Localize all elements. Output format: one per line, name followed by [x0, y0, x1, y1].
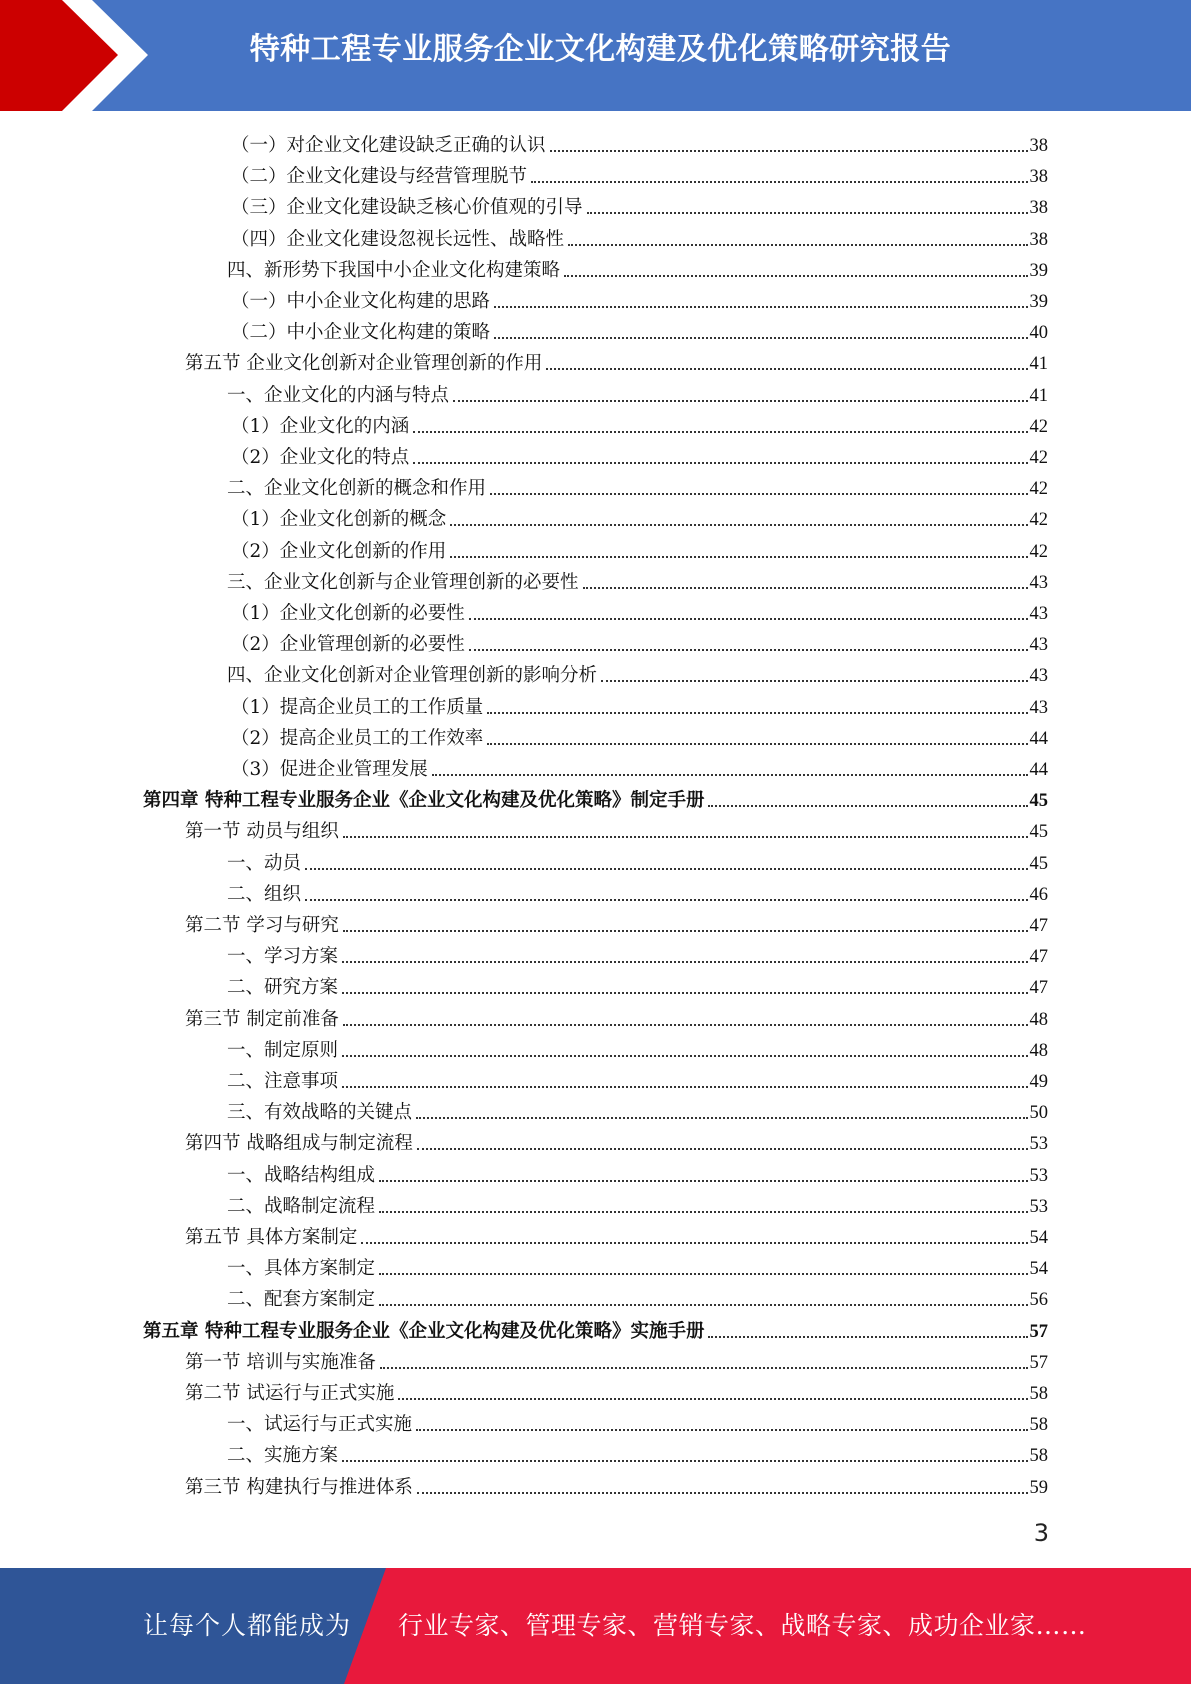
toc-entry-page: 53: [1029, 1196, 1048, 1217]
toc-entry-page: 41: [1029, 354, 1048, 375]
toc-entry-title: 第五章 特种工程专业服务企业《企业文化构建及优化策略》实施手册: [143, 1320, 705, 1342]
toc-entry-page: 43: [1029, 635, 1048, 656]
toc-entry-page: 45: [1029, 853, 1048, 874]
toc-entry-page: 44: [1029, 760, 1048, 780]
toc-entry-page: 38: [1029, 198, 1048, 219]
toc-entry[interactable]: [227, 1188, 1048, 1218]
toc-dot-leader: [487, 711, 1027, 714]
toc-dot-leader: [413, 461, 1027, 464]
toc-entry-page: 42: [1029, 541, 1048, 562]
toc-entry-page: 56: [1029, 1290, 1048, 1311]
toc-entry[interactable]: [185, 1469, 1048, 1499]
toc-entry-page: 40: [1029, 323, 1048, 344]
toc-entry-page: 43: [1029, 697, 1048, 718]
toc-entry[interactable]: [231, 283, 1048, 313]
toc-dot-leader: [305, 867, 1027, 870]
toc-entry-title: （二）中小企业文化构建的策略: [231, 322, 491, 344]
toc-entry[interactable]: [231, 221, 1048, 251]
toc-entry-page: 49: [1029, 1072, 1048, 1092]
toc-entry-page: 57: [1029, 1321, 1048, 1342]
toc-dot-leader: [450, 555, 1027, 558]
toc-entry[interactable]: [143, 782, 1048, 812]
toc-dot-leader: [343, 929, 1028, 932]
toc-dot-leader: [546, 367, 1027, 370]
toc-dot-leader: [550, 149, 1028, 152]
toc-entry-title: 第四章 特种工程专业服务企业《企业文化构建及优化策略》制定手册: [143, 790, 705, 812]
toc-entry[interactable]: [185, 1375, 1048, 1405]
toc-dot-leader: [487, 742, 1027, 745]
toc-entry[interactable]: [227, 252, 1048, 282]
toc-entry-page: 44: [1029, 728, 1048, 749]
toc-dot-leader: [361, 1241, 1027, 1244]
toc-entry-title: 第五节 具体方案制定: [185, 1227, 358, 1248]
toc-entry-page: 57: [1029, 1352, 1048, 1373]
toc-entry-page: 43: [1029, 572, 1048, 593]
toc-entry-title: 一、战略结构组成: [227, 1164, 376, 1186]
toc-entry-title: 第二节 学习与研究: [185, 915, 339, 936]
toc-entry-title: （一）对企业文化建设缺乏正确的认识: [231, 135, 546, 156]
toc-dot-leader: [305, 898, 1027, 901]
toc-entry-page: 39: [1029, 292, 1048, 312]
toc-entry-page: 58: [1029, 1446, 1048, 1467]
toc-entry-page: 45: [1029, 822, 1048, 843]
page-number: 3: [1033, 1519, 1049, 1547]
toc-entry[interactable]: [231, 439, 1048, 469]
toc-dot-leader: [469, 648, 1028, 651]
toc-entry[interactable]: [227, 1094, 1048, 1124]
toc-entry[interactable]: [227, 845, 1048, 875]
toc-entry-title: （1）企业文化的内涵: [231, 415, 410, 437]
toc-dot-leader: [494, 336, 1027, 339]
page-footer: [0, 1568, 1191, 1684]
toc-entry[interactable]: [185, 907, 1048, 937]
toc-entry[interactable]: [231, 751, 1048, 781]
toc-dot-leader: [469, 617, 1028, 620]
toc-entry[interactable]: [231, 314, 1048, 344]
toc-entry[interactable]: [231, 127, 1048, 157]
toc-dot-leader: [342, 1054, 1027, 1057]
toc-entry[interactable]: [231, 720, 1048, 750]
toc-entry-page: 58: [1029, 1384, 1048, 1404]
toc-entry-page: 42: [1029, 479, 1048, 500]
toc-dot-leader: [568, 243, 1027, 246]
toc-entry[interactable]: [227, 1250, 1048, 1280]
toc-dot-leader: [342, 1085, 1027, 1088]
toc-dot-leader: [708, 1335, 1027, 1338]
toc-entry[interactable]: [227, 377, 1048, 407]
toc-entry[interactable]: [227, 969, 1048, 999]
toc-entry-title: （1）企业文化创新的必要性: [231, 603, 465, 624]
toc-dot-leader: [417, 1491, 1028, 1494]
toc-entry[interactable]: [227, 1157, 1048, 1187]
toc-entry-title: （2）企业文化创新的作用: [231, 540, 447, 562]
toc-entry-page: 47: [1029, 916, 1048, 936]
toc-entry-title: 四、新形势下我国中小企业文化构建策略: [227, 259, 561, 281]
toc-entry-title: 三、企业文化创新与企业管理创新的必要性: [227, 571, 579, 593]
toc-entry[interactable]: [185, 813, 1048, 843]
toc-entry-title: 第一节 动员与组织: [185, 821, 339, 843]
toc-dot-leader: [342, 991, 1027, 994]
footer-slogan-left: 让每个人都能成为: [143, 1611, 352, 1640]
toc-entry-title: 二、注意事项: [227, 1071, 339, 1092]
toc-dot-leader: [432, 773, 1028, 776]
toc-entry[interactable]: [227, 564, 1048, 594]
toc-entry-page: 47: [1029, 978, 1048, 999]
toc-entry-title: （二）企业文化建设与经营管理脱节: [231, 166, 528, 188]
toc-dot-leader: [380, 1366, 1028, 1369]
toc-entry[interactable]: [227, 1406, 1048, 1436]
toc-entry[interactable]: [231, 626, 1048, 656]
toc-entry-page: 48: [1029, 1040, 1048, 1061]
toc-entry[interactable]: [227, 1063, 1048, 1093]
toc-dot-leader: [379, 1303, 1027, 1306]
toc-entry-title: 二、企业文化创新的概念和作用: [227, 478, 487, 500]
toc-dot-leader: [379, 1179, 1027, 1182]
toc-dot-leader: [490, 492, 1027, 495]
toc-entry-title: 第四节 战略组成与制定流程: [185, 1133, 413, 1155]
toc-entry[interactable]: [227, 657, 1048, 687]
toc-entry-title: （1）企业文化创新的概念: [231, 509, 447, 531]
toc-entry-page: 53: [1029, 1165, 1048, 1186]
toc-dot-leader: [450, 523, 1027, 526]
toc-entry-title: 一、动员: [227, 852, 302, 874]
toc-entry-title: （三）企业文化建设缺乏核心价值观的引导: [231, 197, 583, 219]
toc-dot-leader: [342, 1459, 1027, 1462]
toc-entry[interactable]: [227, 938, 1048, 968]
toc-entry-title: 第一节 培训与实施准备: [185, 1351, 376, 1373]
toc-entry-title: 二、配套方案制定: [227, 1289, 376, 1311]
toc-entry-title: 二、战略制定流程: [227, 1195, 376, 1217]
toc-entry-title: 二、研究方案: [227, 977, 339, 999]
toc-entry[interactable]: [231, 689, 1048, 719]
toc-entry-title: 第三节 制定前准备: [185, 1008, 339, 1030]
toc-dot-leader: [453, 399, 1027, 402]
toc-entry-title: （四）企业文化建设忽视长远性、战略性: [231, 228, 565, 250]
toc-entry-page: 38: [1029, 167, 1048, 188]
toc-dot-leader: [494, 305, 1027, 308]
toc-entry[interactable]: [231, 158, 1048, 188]
toc-entry-title: 一、学习方案: [227, 946, 339, 968]
toc-entry-title: 一、制定原则: [227, 1039, 339, 1061]
toc-dot-leader: [601, 679, 1027, 682]
toc-entry-title: （2）企业管理创新的必要性: [231, 634, 465, 656]
toc-entry-page: 43: [1029, 666, 1048, 687]
toc-entry-title: 一、企业文化的内涵与特点: [227, 384, 450, 406]
toc-entry-page: 43: [1029, 604, 1048, 624]
toc-entry[interactable]: [227, 1437, 1048, 1467]
toc-entry-page: 50: [1029, 1103, 1048, 1124]
toc-entry-page: 48: [1029, 1009, 1048, 1030]
toc-entry-title: （2）企业文化的特点: [231, 447, 410, 468]
toc-dot-leader: [398, 1397, 1027, 1400]
toc-entry-page: 42: [1029, 448, 1048, 468]
toc-dot-leader: [708, 804, 1027, 807]
toc-entry-page: 39: [1029, 260, 1048, 281]
toc-entry[interactable]: [231, 189, 1048, 219]
toc-entry-page: 41: [1029, 385, 1048, 406]
toc-entry[interactable]: [231, 501, 1048, 531]
toc-dot-leader: [417, 1147, 1028, 1150]
toc-entry[interactable]: [231, 533, 1048, 563]
footer-slogan-right: 行业专家、管理专家、营销专家、战略专家、成功企业家……: [398, 1611, 1087, 1640]
toc-entry-page: 47: [1029, 947, 1048, 968]
toc-entry[interactable]: [185, 1125, 1048, 1155]
toc-entry[interactable]: [185, 1219, 1048, 1249]
document-title: 特种工程专业服务企业文化构建及优化策略研究报告: [249, 32, 952, 67]
toc-dot-leader: [416, 1428, 1027, 1431]
toc-entry-page: 54: [1029, 1259, 1048, 1280]
toc-entry-page: 42: [1029, 416, 1048, 437]
toc-entry-title: 第五节 企业文化创新对企业管理创新的作用: [185, 353, 543, 375]
page-header: [0, 0, 1191, 111]
toc-entry[interactable]: [185, 1001, 1048, 1031]
toc-entry[interactable]: [227, 876, 1048, 906]
toc-dot-leader: [342, 960, 1027, 963]
toc-entry-title: 一、具体方案制定: [227, 1258, 376, 1280]
toc-entry-page: 54: [1029, 1228, 1048, 1248]
toc-entry-title: 三、有效战略的关键点: [227, 1102, 413, 1124]
toc-dot-leader: [343, 835, 1028, 838]
toc-entry[interactable]: [231, 408, 1048, 438]
toc-dot-leader: [531, 180, 1027, 183]
toc-entry-page: 46: [1029, 884, 1048, 905]
toc-dot-leader: [379, 1272, 1027, 1275]
toc-entry-page: 42: [1029, 510, 1048, 531]
toc-entry-page: 45: [1029, 791, 1048, 812]
toc-dot-leader: [413, 430, 1027, 433]
toc-dot-leader: [379, 1210, 1027, 1213]
toc-entry-title: 第二节 试运行与正式实施: [185, 1383, 395, 1404]
toc-entry[interactable]: [185, 1344, 1048, 1374]
toc-entry-page: 59: [1029, 1477, 1048, 1498]
toc-entry-title: （2）提高企业员工的工作效率: [231, 727, 484, 749]
toc-dot-leader: [564, 274, 1027, 277]
toc-entry-title: 一、试运行与正式实施: [227, 1414, 413, 1436]
toc-entry-title: 第三节 构建执行与推进体系: [185, 1476, 413, 1498]
toc-entry[interactable]: [227, 1032, 1048, 1062]
toc-entry-title: （一）中小企业文化构建的思路: [231, 291, 491, 312]
toc-entry[interactable]: [227, 470, 1048, 500]
toc-entry-page: 38: [1029, 136, 1048, 156]
toc-entry-page: 38: [1029, 229, 1048, 250]
toc-entry[interactable]: [185, 345, 1048, 375]
toc-dot-leader: [583, 586, 1028, 589]
toc-entry-page: 53: [1029, 1134, 1048, 1155]
toc-entry-title: 四、企业文化创新对企业管理创新的影响分析: [227, 665, 598, 687]
toc-dot-leader: [416, 1116, 1027, 1119]
toc-entry-page: 58: [1029, 1415, 1048, 1436]
toc-entry[interactable]: [143, 1313, 1048, 1343]
toc-dot-leader: [343, 1023, 1028, 1026]
toc-entry-title: （1）提高企业员工的工作质量: [231, 696, 484, 718]
toc-dot-leader: [587, 211, 1028, 214]
toc-entry-title: 二、实施方案: [227, 1445, 339, 1467]
toc-entry-title: （3）促进企业管理发展: [231, 759, 428, 780]
toc-entry-title: 二、组织: [227, 883, 302, 905]
toc-entry[interactable]: [231, 595, 1048, 625]
toc-entry[interactable]: [227, 1281, 1048, 1311]
